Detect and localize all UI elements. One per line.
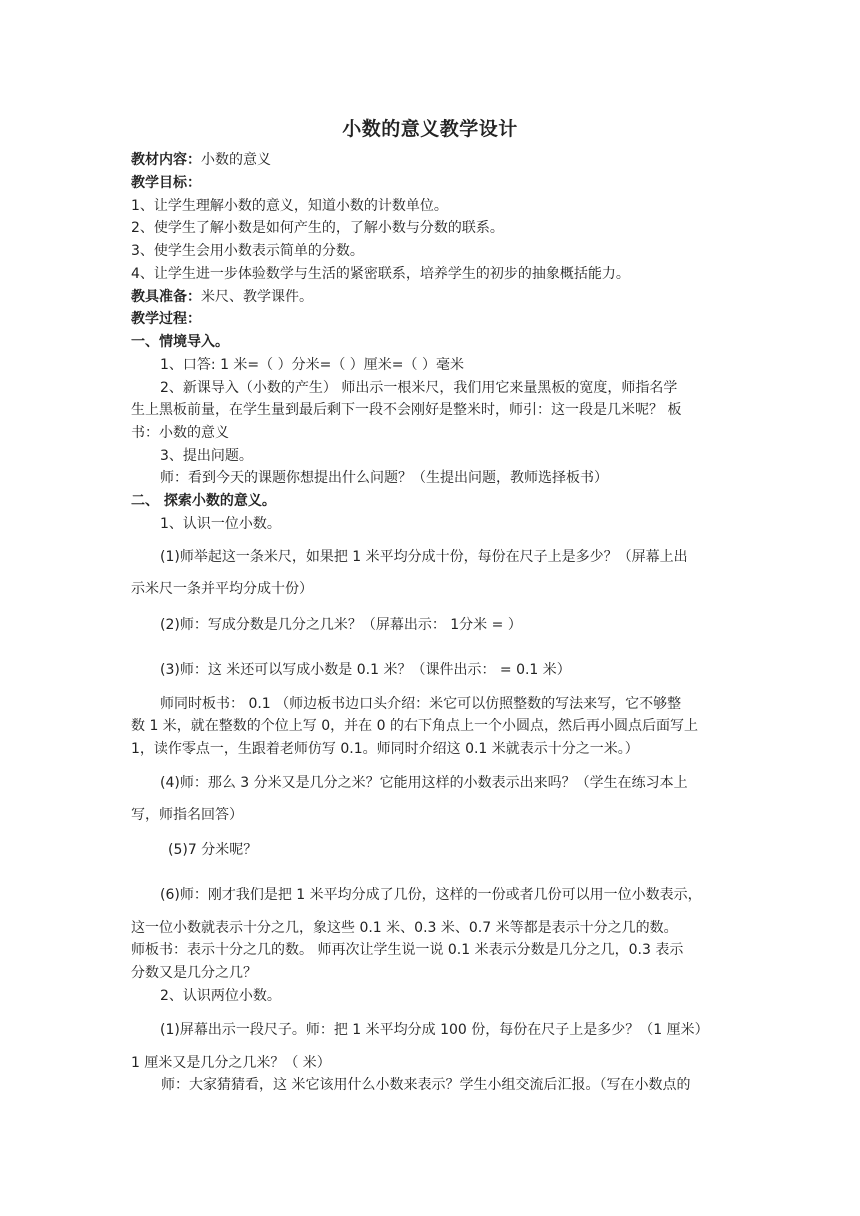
- goal-item: 4、让学生进一步体验数学与生活的紧密联系，培养学生的初步的抽象概括能力。: [131, 266, 630, 282]
- section1-heading: 一、情境导入。: [131, 334, 229, 350]
- content-line: [131, 150, 271, 170]
- process-label: 教学过程：: [131, 311, 201, 327]
- goal-item: 1、让学生理解小数的意义，知道小数的计数单位。: [131, 198, 448, 214]
- subsection-heading: 2、认识两位小数。: [160, 988, 281, 1004]
- paragraph-line: (5)7 分米呢？: [168, 842, 258, 858]
- paragraph-line: 这一位小数就表示十分之几，象这些 0.1 米、0.3 米、0.7 米等都是表示十分之几的数。: [131, 920, 678, 936]
- paragraph-line: 师板书：表示十分之几的数。 师再次让学生说一说 0.1 米表示分数是几分之几，0.3 表示: [131, 942, 684, 958]
- paragraph-line: 写，师指名回答）: [131, 807, 243, 823]
- paragraph-line: (2)师：写成分数是几分之几米？（屏幕出示： 1分米 = ）: [160, 617, 522, 633]
- tools-line: [131, 287, 313, 307]
- page-title: 小数的意义教学设计: [342, 118, 518, 140]
- goals-label: 教学目标：: [131, 175, 201, 191]
- paragraph-line: (1)屏幕出示一段尺子。师：把 1 米平均分成 100 份，每份在尺子上是多少？（1 厘米）: [160, 1022, 709, 1038]
- goal-item: 3、使学生会用小数表示简单的分数。: [131, 243, 364, 259]
- paragraph-line: (3)师：这 米还可以写成小数是 0.1 米？（课件出示： = 0.1 米）: [160, 662, 571, 678]
- paragraph-line: 数 1 米，就在整数的个位上写 0，并在 0 的右下角点上一个小圆点，然后再小圆点后面写上: [131, 718, 698, 734]
- paragraph-line: 1，读作零点一，生跟着老师仿写 0.1。师同时介绍这 0.1 米就表示十分之一米。）: [131, 741, 639, 757]
- paragraph-line: 示米尺一条并平均分成十份）: [131, 581, 313, 597]
- section2-heading: 二、 探索小数的意义。: [131, 493, 276, 509]
- section1-line: 1、口答: 1 米=（ ）分米=（ ）厘米=（ ）毫米: [160, 357, 464, 373]
- paragraph-line: 师：大家猜猜看，这 米它该用什么小数来表示？学生小组交流后汇报。（写在小数点的: [161, 1077, 691, 1093]
- section1-line: 2、新课导入（小数的产生） 师出示一根米尺，我们用它来量黑板的宽度，师指名学: [160, 380, 678, 396]
- paragraph-line: (4)师：那么 3 分米又是几分之米？它能用这样的小数表示出来吗？（学生在练习本上: [160, 775, 688, 791]
- paragraph-line: (6)师：刚才我们是把 1 米平均分成了几份，这样的一份或者几份可以用一位小数表示，: [160, 887, 702, 903]
- tools-label: 教具准备：: [131, 289, 201, 305]
- content-value: 小数的意义: [201, 152, 271, 168]
- section1-line: 书：小数的意义: [131, 425, 229, 441]
- paragraph-line: 1 厘米又是几分之几米？（ 米）: [131, 1055, 331, 1071]
- content-label: 教材内容：: [131, 152, 201, 168]
- tools-value: 米尺、教学课件。: [201, 289, 313, 305]
- paragraph-line: 分数又是几分之几？: [131, 965, 257, 981]
- paragraph-line: (1)师举起这一条米尺，如果把 1 米平均分成十份，每份在尺子上是多少？（屏幕上出: [160, 549, 688, 565]
- paragraph-line: 师同时板书： 0.1 （师边板书边口头介绍：米它可以仿照整数的写法来写，它不够整: [160, 696, 682, 712]
- subsection-heading: 1、认识一位小数。: [160, 516, 281, 532]
- section1-line: 生上黑板前量，在学生量到最后剩下一段不会刚好是整米时，师引：这一段是几米呢？ 板: [131, 402, 682, 418]
- section1-line: 3、提出问题。: [160, 448, 253, 464]
- section1-line: 师：看到今天的课题你想提出什么问题？（生提出问题，教师选择板书）: [160, 470, 608, 486]
- goal-item: 2、使学生了解小数是如何产生的，了解小数与分数的联系。: [131, 220, 504, 236]
